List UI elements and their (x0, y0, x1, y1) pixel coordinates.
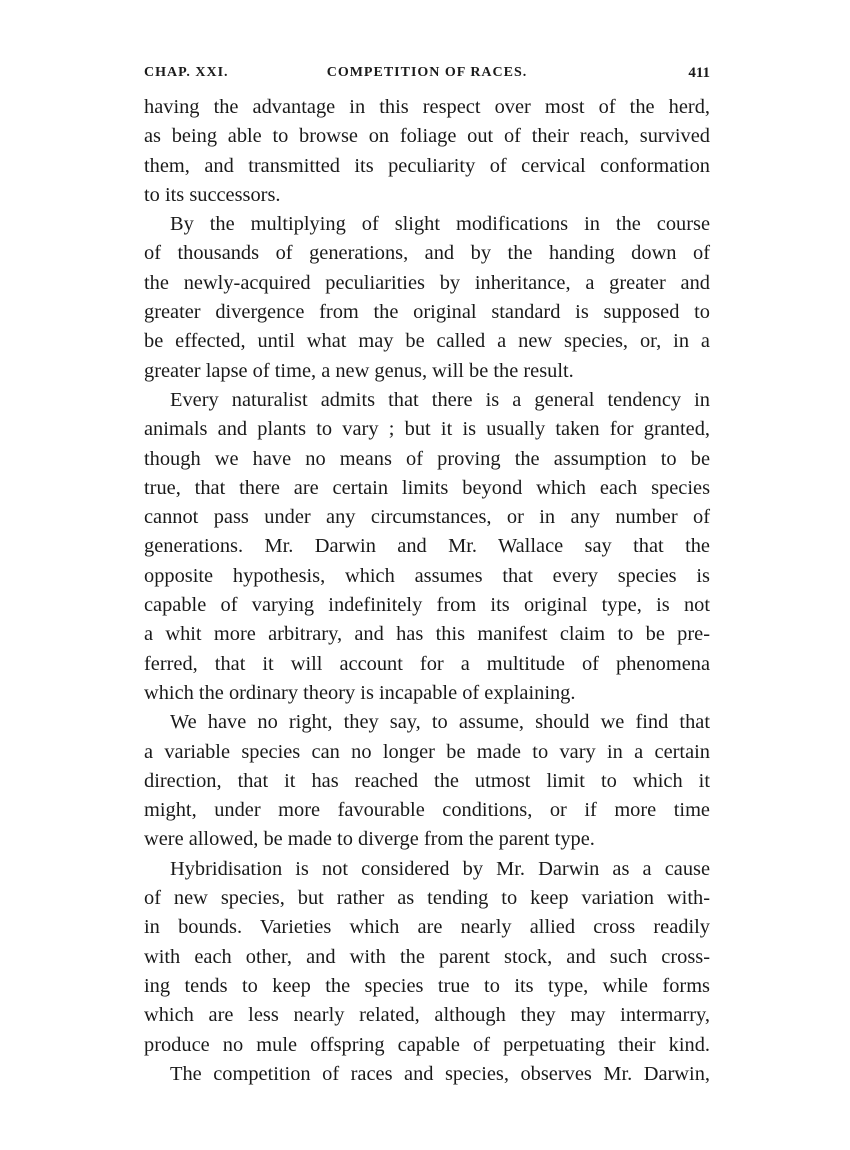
text-line: We have no right, they say, to assume, should we find that (170, 711, 710, 734)
text-line: ing tends to keep the species true to its type, while forms (144, 974, 710, 997)
text-line: a whit more arbitrary, and has this manifest claim to be pre- (144, 623, 710, 646)
text-line: to its successors. (144, 183, 281, 206)
text-line: of new species, but rather as tending to keep variation with- (144, 887, 710, 910)
text-line: direction, that it has reached the utmost limit to which it (144, 769, 710, 792)
text-line: though we have no means of proving the assumption to be (144, 447, 710, 470)
page-number: 411 (688, 65, 710, 81)
text-line: cannot pass under any circumstances, or in any number of (144, 506, 710, 529)
text-line: as being able to browse on foliage out of their reach, survived (144, 125, 710, 148)
text-line: might, under more favourable conditions, or if more time (144, 799, 710, 822)
text-line: the newly-acquired peculiarities by inheritance, a greater and (144, 271, 710, 294)
text-line: were allowed, be made to diverge from the parent type. (144, 828, 595, 851)
text-line: By the multiplying of slight modifications in the course (170, 213, 710, 236)
text-line: greater divergence from the original standard is supposed to (144, 301, 710, 324)
text-line: Every naturalist admits that there is a general tendency in (170, 388, 710, 411)
text-line: The competition of races and species, observes Mr. Darwin, (170, 1062, 710, 1085)
text-line: produce no mule offspring capable of perpetuating their kind. (144, 1033, 710, 1056)
text-line: ferred, that it will account for a multitude of phenomena (144, 652, 710, 675)
book-page (144, 58, 710, 1089)
text-line: them, and transmitted its peculiarity of cervical conformation (144, 154, 710, 177)
body-text (144, 93, 710, 1089)
running-head (144, 58, 710, 88)
running-title: COMPETITION OF RACES. (326, 65, 528, 80)
chapter-heading: CHAP. XXI. (144, 65, 229, 80)
text-line: greater lapse of time, a new genus, will be the result. (144, 359, 574, 382)
text-line: true, that there are certain limits beyond which each species (144, 476, 710, 499)
text-line: opposite hypothesis, which assumes that every species is (144, 564, 710, 587)
text-line: having the advantage in this respect over most of the herd, (144, 96, 710, 118)
text-line: Hybridisation is not considered by Mr. Darwin as a cause (170, 857, 710, 880)
text-line: which are less nearly related, although they may intermarry, (144, 1004, 710, 1027)
text-line: animals and plants to vary ; but it is usually taken for granted, (144, 418, 710, 441)
text-line: which the ordinary theory is incapable of explaining. (144, 681, 576, 704)
text-line: a variable species can no longer be made to vary in a certain (144, 740, 710, 763)
text-line: of thousands of generations, and by the handing down of (144, 242, 710, 265)
text-line: with each other, and with the parent stock, and such cross- (144, 945, 710, 968)
text-line: in bounds. Varieties which are nearly allied cross readily (144, 916, 710, 939)
text-line: generations. Mr. Darwin and Mr. Wallace say that the (144, 535, 710, 558)
text-line: capable of varying indefinitely from its original type, is not (144, 594, 710, 617)
text-line: be effected, until what may be called a new species, or, in a (144, 330, 710, 353)
